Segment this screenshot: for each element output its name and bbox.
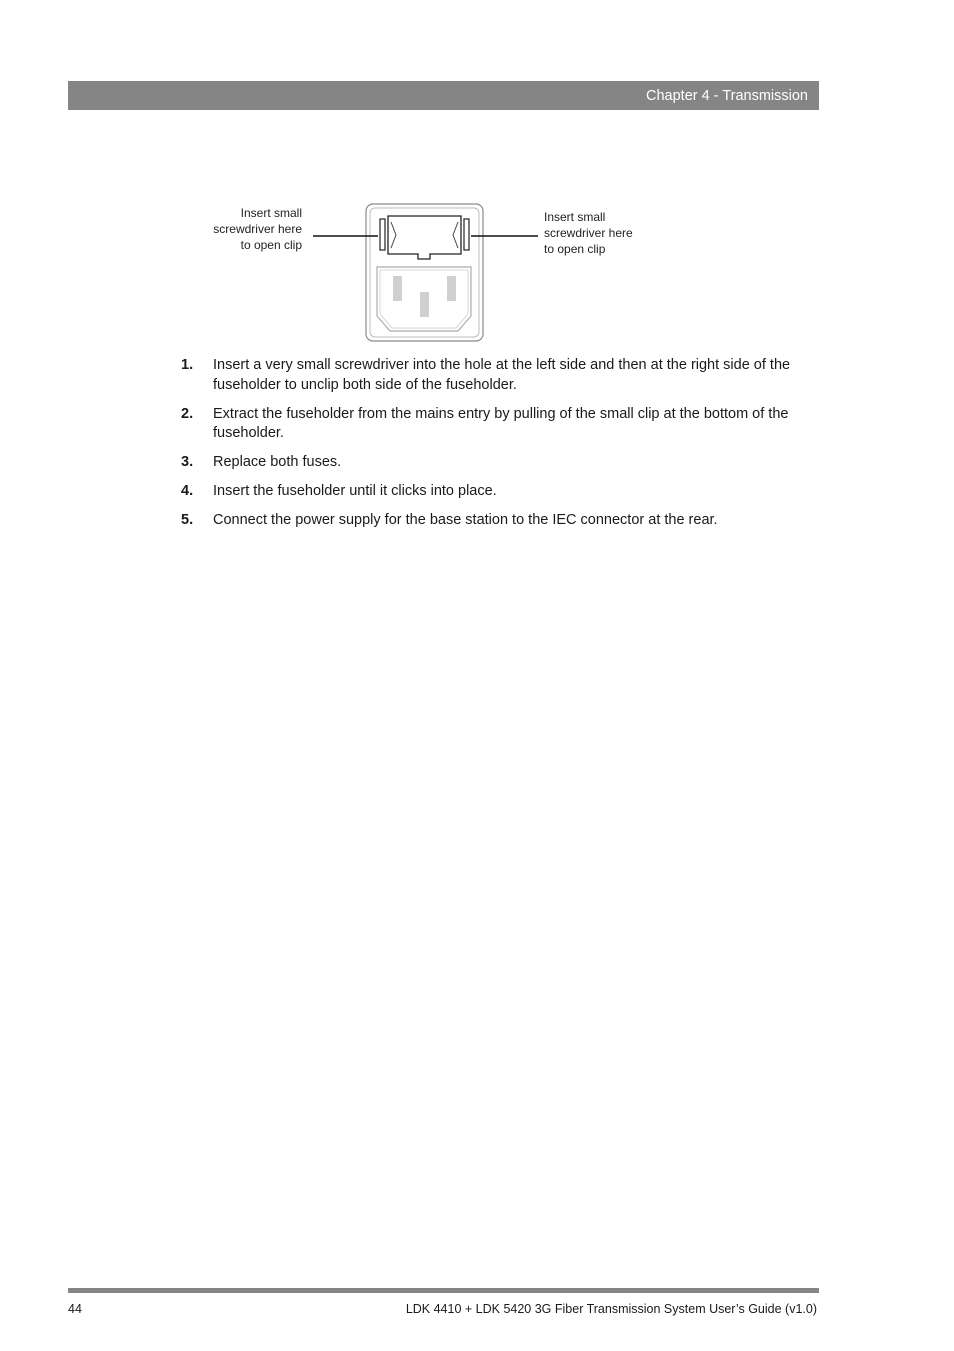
callout-right (544, 209, 674, 257)
callout-right-line: screwdriver here (544, 226, 633, 240)
pin-left (393, 276, 402, 301)
chapter-header-bar (68, 81, 819, 110)
step-number: 2. (181, 405, 194, 422)
fuseholder-figure (180, 195, 680, 350)
document-title: LDK 4410 + LDK 5420 3G Fiber Transmission System User’s Guide (v1.0) (405, 1302, 817, 1316)
footer-rule (68, 1288, 819, 1293)
page-number: 44 (68, 1302, 82, 1316)
step-item (181, 482, 811, 502)
right-clip-slot (464, 219, 469, 250)
procedure-steps (181, 356, 811, 540)
step-text: Insert the fuseholder until it clicks into place. (213, 483, 497, 499)
step-item (181, 453, 811, 473)
step-number: 5. (181, 512, 194, 528)
pin-earth (420, 292, 429, 317)
callout-left-line: to open clip (240, 238, 302, 252)
fuse-drawer (388, 216, 461, 259)
step-number: 4. (181, 483, 194, 499)
step-text: Replace both fuses. (213, 454, 342, 470)
chapter-title: Chapter 4 - Transmission (646, 88, 808, 104)
step-text: Extract the fuseholder from the mains entry by pulling of the small clip at the bottom of the fuseholder. (213, 405, 789, 441)
callout-left-line: screwdriver here (213, 222, 302, 236)
left-clip-slot (380, 219, 385, 250)
step-item (181, 405, 811, 444)
callout-left-line: Insert small (240, 206, 302, 220)
callout-right-line: to open clip (544, 242, 606, 256)
step-number: 1. (181, 357, 194, 373)
pin-right (447, 276, 456, 301)
step-item (181, 356, 811, 395)
step-number: 3. (181, 454, 194, 470)
step-text: Connect the power supply for the base station to the IEC connector at the rear. (213, 512, 718, 528)
callout-right-line: Insert small (544, 210, 606, 224)
step-item (181, 511, 811, 531)
step-text: Insert a very small screwdriver into the hole at the left side and then at the right side of the fuseholder to unclip both side of the fuseholder. (213, 357, 791, 393)
callout-left (180, 205, 302, 253)
